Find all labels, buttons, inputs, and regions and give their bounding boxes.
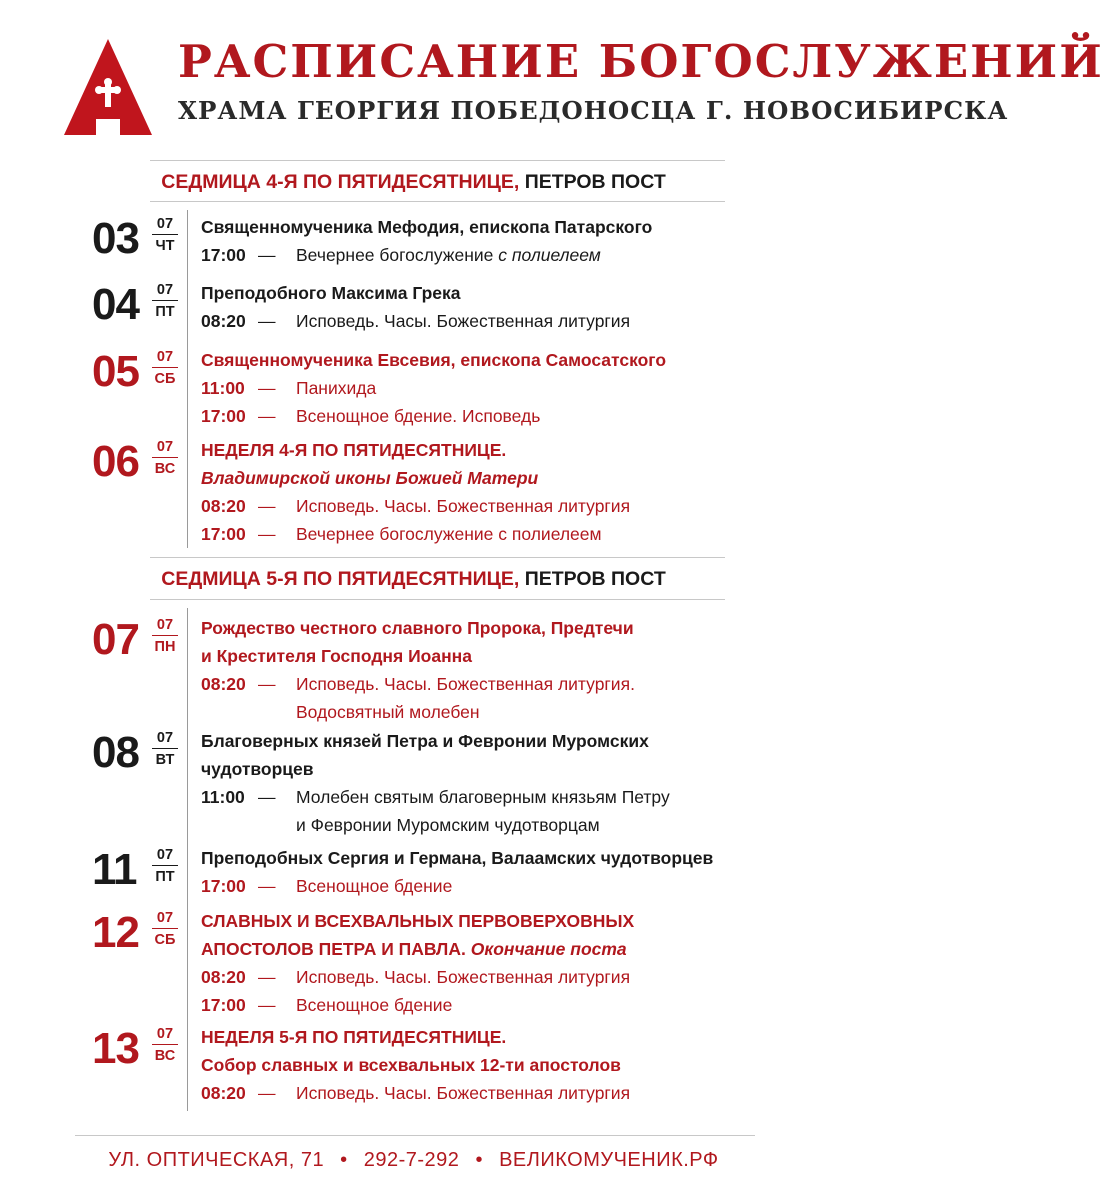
divider xyxy=(75,1135,755,1136)
feast-name: чудотворцев xyxy=(201,759,314,779)
service-time: 08:20 xyxy=(201,1083,246,1103)
feast-name: Преподобного Максима Грека xyxy=(201,283,461,303)
header xyxy=(178,35,1104,128)
feast-name: НЕДЕЛЯ 5-Я ПО ПЯТИДЕСЯТНИЦЕ. xyxy=(201,1027,507,1047)
website: ВЕЛИКОМУЧЕНИК.РФ xyxy=(499,1149,719,1171)
service-time: 17:00 xyxy=(201,995,246,1015)
dash: — xyxy=(258,876,276,896)
vertical-rule xyxy=(187,608,188,1111)
weekday: СБ xyxy=(154,371,176,387)
service-row xyxy=(201,307,801,335)
month-number: 07 xyxy=(152,729,178,749)
page-subtitle: ХРАМА ГЕОРГИЯ ПОБЕДОНОСЦА Г. НОВОСИБИРСКА xyxy=(178,96,1009,125)
dash: — xyxy=(258,311,276,331)
service-time: 17:00 xyxy=(201,524,246,544)
month-number: 07 xyxy=(152,909,178,929)
dash: — xyxy=(258,674,276,694)
feast-name: СЛАВНЫХ И ВСЕХВАЛЬНЫХ ПЕРВОВЕРХОВНЫХ xyxy=(201,911,635,931)
day-number: 08 xyxy=(92,728,139,777)
feast-name: Преподобных Сергия и Германа, Валаамских чудотворцев xyxy=(201,848,714,868)
service-desc: Исповедь. Часы. Божественная литургия xyxy=(296,311,631,331)
service-desc: Исповедь. Часы. Божественная литургия xyxy=(296,496,631,516)
dash: — xyxy=(258,967,276,987)
day-number: 07 xyxy=(92,615,139,664)
weekday: ПТ xyxy=(155,304,175,320)
service-time: 08:20 xyxy=(201,967,246,987)
church-logo xyxy=(62,37,154,137)
dash: — xyxy=(258,406,276,426)
page-title: РАСПИСАНИЕ БОГОСЛУЖЕНИЙ xyxy=(178,35,1104,88)
footer xyxy=(0,1146,827,1174)
service-time: 08:20 xyxy=(201,496,246,516)
service-desc: Панихида xyxy=(296,378,377,398)
service-row xyxy=(201,670,801,698)
service-row xyxy=(201,1079,801,1107)
dash: — xyxy=(258,995,276,1015)
service-time: 17:00 xyxy=(201,406,246,426)
month-number: 07 xyxy=(152,348,178,368)
weekday: ПН xyxy=(154,639,176,655)
weekday: ВС xyxy=(154,1048,176,1064)
service-desc: Исповедь. Часы. Божественная литургия xyxy=(296,967,631,987)
day-number: 12 xyxy=(92,908,139,957)
dash: — xyxy=(258,245,276,265)
service-row xyxy=(201,963,801,991)
weekday: ЧТ xyxy=(155,238,175,254)
service-row xyxy=(201,374,801,402)
service-row xyxy=(201,872,801,900)
vertical-rule xyxy=(187,210,188,548)
dash: — xyxy=(258,1083,276,1103)
service-row xyxy=(201,402,801,430)
service-desc: Исповедь. Часы. Божественная литургия xyxy=(296,1083,631,1103)
weekday: ВС xyxy=(154,461,176,477)
service-desc: Вечернее богослужение с полиелеем xyxy=(296,245,601,265)
day-number: 03 xyxy=(92,214,139,263)
dash: — xyxy=(258,524,276,544)
phone: 292-7-292 xyxy=(363,1149,460,1171)
feast-name: Собор славных и всехвальных 12-ти апостолов xyxy=(201,1055,621,1075)
dash: — xyxy=(258,787,276,807)
month-number: 07 xyxy=(152,215,178,235)
weekday: СБ xyxy=(154,932,176,948)
service-row xyxy=(201,783,801,811)
feast-name: Священномученика Евсевия, епископа Самосатского xyxy=(201,350,667,370)
day-number: 05 xyxy=(92,347,139,396)
feast-name: НЕДЕЛЯ 4-Я ПО ПЯТИДЕСЯТНИЦЕ. xyxy=(201,440,507,460)
divider xyxy=(150,160,725,161)
feast-name: Священномученика Мефодия, епископа Патарского xyxy=(201,217,653,237)
service-desc-cont: Водосвятный молебен xyxy=(296,702,480,722)
service-row xyxy=(201,241,801,269)
address: УЛ. ОПТИЧЕСКАЯ, 71 xyxy=(108,1149,325,1171)
service-desc: Всенощное бдение xyxy=(296,876,453,896)
service-row xyxy=(201,991,801,1019)
feast-name: Рождество честного славного Пророка, Предтечи xyxy=(201,618,634,638)
divider xyxy=(150,557,725,558)
service-row xyxy=(201,520,801,548)
week-title: СЕДМИЦА 5-Я ПО ПЯТИДЕСЯТНИЦЕ, ПЕТРОВ ПОСТ xyxy=(161,568,666,590)
feast-name: Благоверных князей Петра и Февронии Муромских xyxy=(201,731,649,751)
month-number: 07 xyxy=(152,1025,178,1045)
service-time: 08:20 xyxy=(201,674,246,694)
month-number: 07 xyxy=(152,438,178,458)
service-time: 17:00 xyxy=(201,245,246,265)
month-number: 07 xyxy=(152,616,178,636)
separator: • xyxy=(340,1149,348,1171)
service-time: 11:00 xyxy=(201,787,245,807)
service-desc: Всенощное бдение. Исповедь xyxy=(296,406,541,426)
day-number: 11 xyxy=(92,845,137,894)
feast-name: и Крестителя Господня Иоанна xyxy=(201,646,472,666)
fast-end-note: Окончание поста xyxy=(470,939,627,959)
day-number: 04 xyxy=(92,280,139,329)
service-desc: Исповедь. Часы. Божественная литургия. xyxy=(296,674,635,694)
dash: — xyxy=(258,496,276,516)
month-number: 07 xyxy=(152,846,178,866)
service-time: 11:00 xyxy=(201,378,245,398)
service-time: 17:00 xyxy=(201,876,246,896)
dash: — xyxy=(258,378,276,398)
month-number: 07 xyxy=(152,281,178,301)
service-desc: Молебен святым благоверным князьям Петру xyxy=(296,787,670,807)
divider xyxy=(150,201,725,202)
day-number: 13 xyxy=(92,1024,139,1073)
day-number: 06 xyxy=(92,437,139,486)
service-desc: Всенощное бдение xyxy=(296,995,453,1015)
feast-subtitle: Владимирской иконы Божией Матери xyxy=(201,468,539,488)
feast-name: АПОСТОЛОВ ПЕТРА И ПАВЛА. Окончание поста xyxy=(201,939,627,959)
weekday: ВТ xyxy=(155,752,175,768)
service-desc-cont: и Февронии Муромским чудотворцам xyxy=(296,815,600,835)
separator: • xyxy=(475,1149,483,1171)
service-desc: Вечернее богослужение с полиелеем xyxy=(296,524,602,544)
week-title: СЕДМИЦА 4-Я ПО ПЯТИДЕСЯТНИЦЕ, ПЕТРОВ ПОСТ xyxy=(161,171,666,193)
weekday: ПТ xyxy=(155,869,175,885)
service-time: 08:20 xyxy=(201,311,246,331)
divider xyxy=(150,599,725,600)
service-row xyxy=(201,492,801,520)
